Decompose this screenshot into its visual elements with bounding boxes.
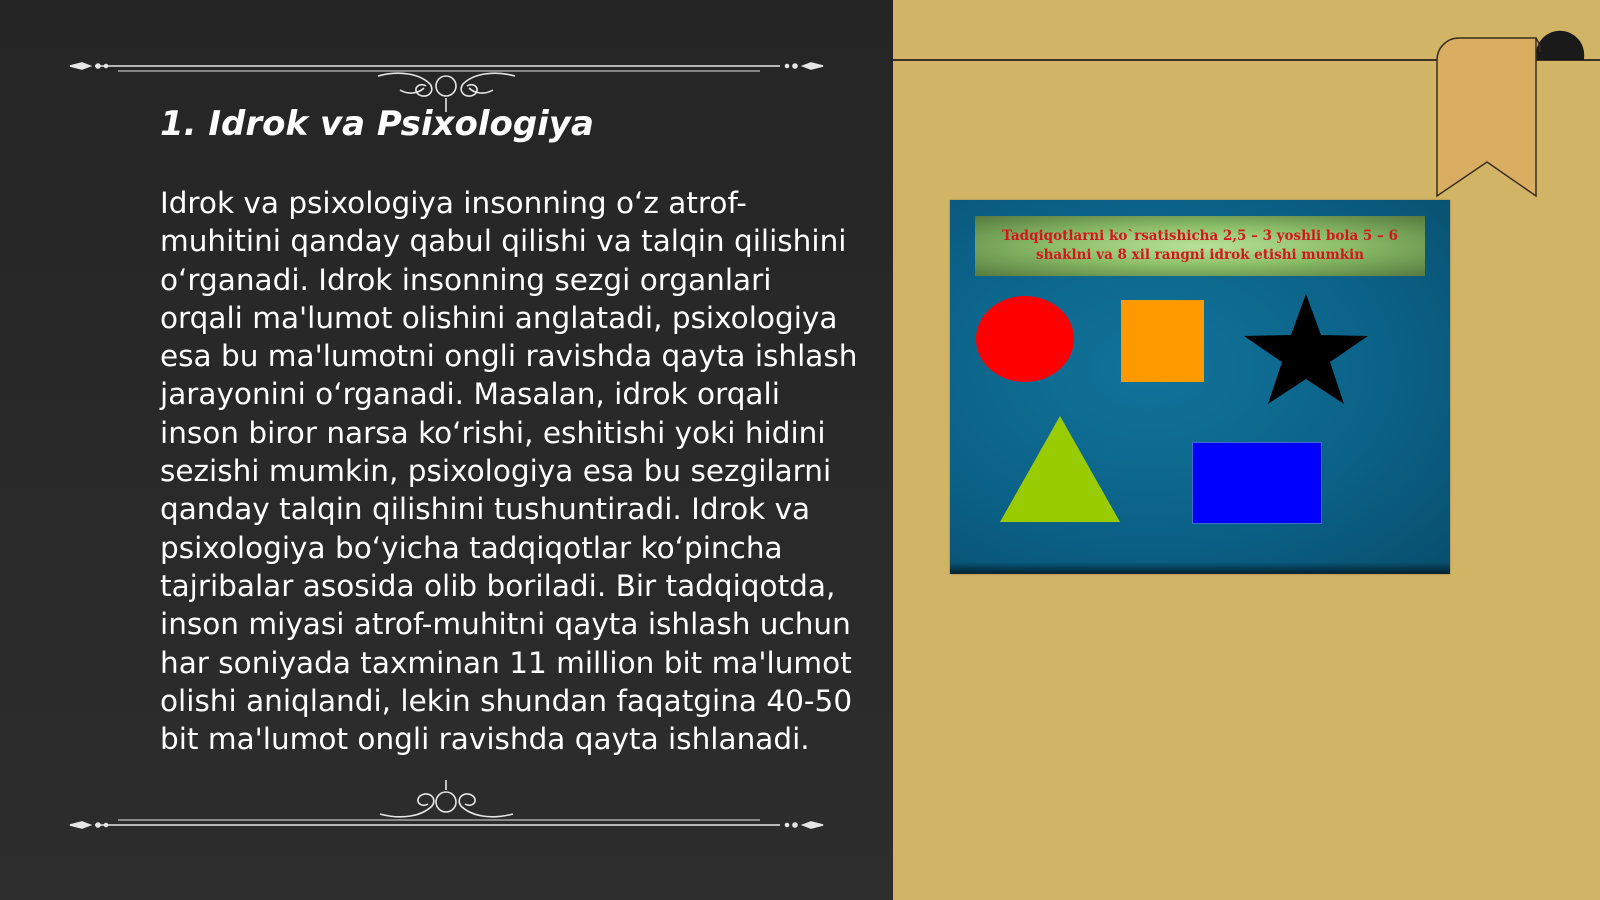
slide-body-text: Idrok va psixologiya insonning o‘z atrof-muhitini qanday qabul qilishi va talqin qilishini o‘rganadi. Idrok insonning sezgi organlari orqali ma'lumot olishini anglatadi, psixologiya esa bu ma'lumotni ongli ravishda qayta ishlash jarayonini o‘rganadi. Masalan, idrok orqali inson biror narsa ko‘rishi, eshitishi yoki hidini sezishi mumkin, psixologiya esa bu sezgilarni qanday talqin qilishini tushuntiradi. Idrok va psixologiya bo‘yicha tadqiqotlar ko‘pincha tajribalar asosida olib boriladi. Bir tadqiqotda, inson miyasi atrof-muhitni qayta ishlash uchun har soniyada taxminan 11 million bit ma'lumot olishi aniqlandi, lekin shundan faqatgina 40-50 bit ma'lumot ongli ravishda qayta ishlanadi. <box>160 186 858 757</box>
green-triangle-shape <box>998 414 1122 524</box>
red-circle-shape <box>976 296 1074 382</box>
black-star-shape <box>1240 292 1372 408</box>
picture-caption: Tadqiqotlarni ko`rsatishicha 2,5 – 3 yoshli bola 5 – 6 shaklni va 8 xil rangni idrok etishi mumkin <box>1002 228 1398 263</box>
blue-rectangle-shape <box>1192 442 1322 524</box>
shapes-picture <box>950 200 1450 574</box>
picture-caption-box <box>975 216 1425 276</box>
top-ornament <box>0 0 893 120</box>
slide-title: 1. Idrok va Psixologiya <box>160 104 594 144</box>
orange-square-shape <box>1121 300 1204 382</box>
picture-bottom-band <box>950 562 1450 574</box>
top-rule <box>893 59 1600 61</box>
